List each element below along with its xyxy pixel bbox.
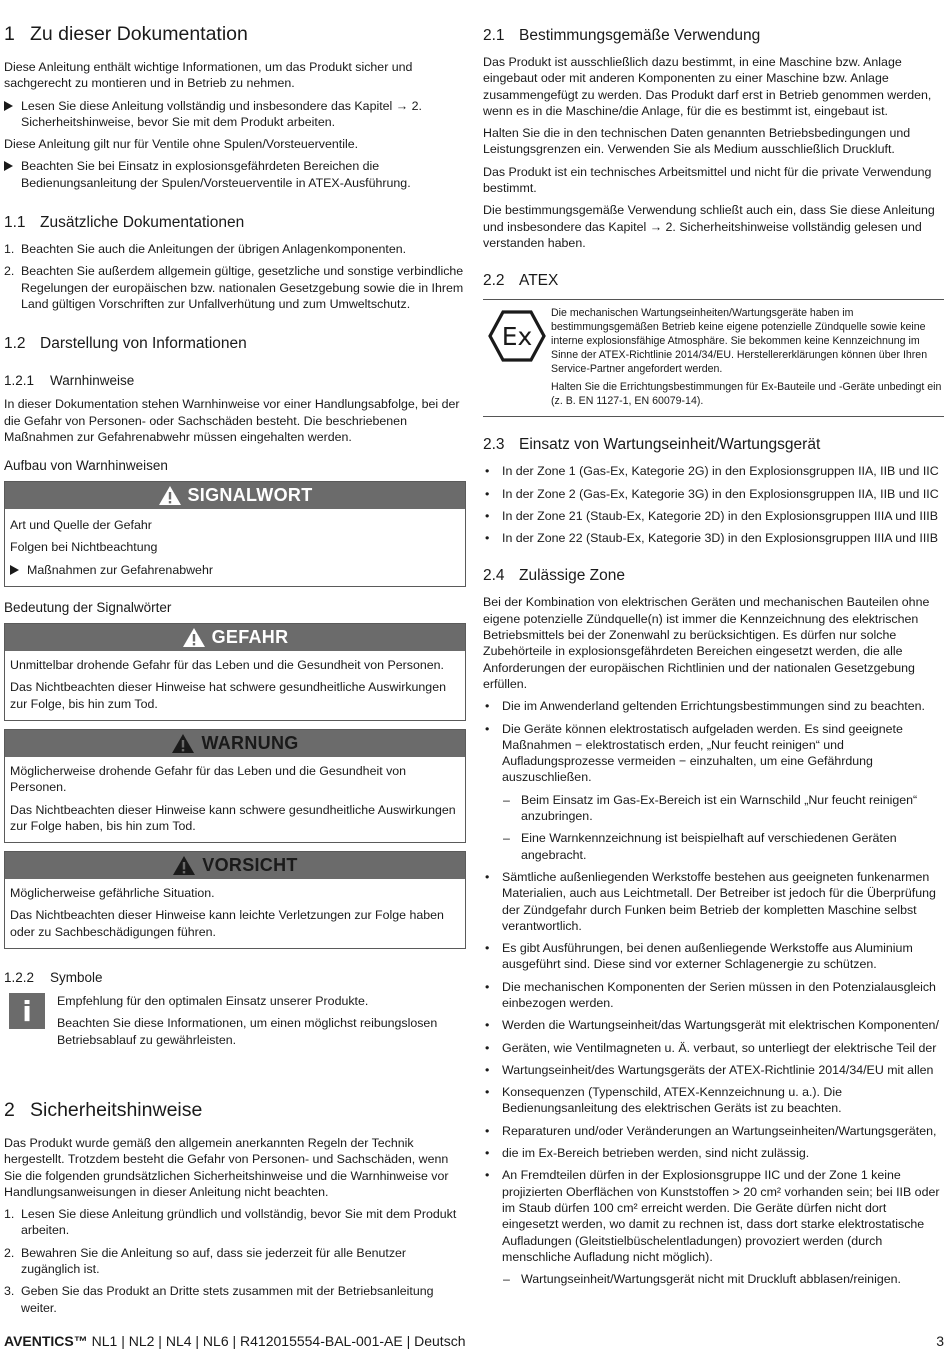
s21-text-1: Das Produkt ist ausschließlich dazu bestimmt, in eine Maschine bzw. Anlage eingebaut oder mit anderen Komponenten zu einer Maschine bzw. Anlage zusammengefügt zu werden. Das Produkt darf erst in Betrieb genommen werden, wenn es in die Maschine/die Anlage, für die es bestimmt ist, eingebaut ist. [483,55,932,118]
s24-dash-1: – Beim Einsatz im Gas-Ex-Bereich ist ein Warnschild „Nur feucht reinigen“ anzubringen. [503,792,918,824]
ex-logo [483,306,551,412]
s24-bullet-9: • Konsequenzen (Typenschild, ATEX-Kennzeichnung u. a.). Die Bedienungsanleitung des elektrischen Geräts ist zu beachten. [485,1085,843,1116]
zone-item-3: • In der Zone 21 (Staub-Ex, Kategorie 2D) in den Explosionsgruppen IIIA und IIIB [485,508,939,523]
info-text-2: Beachten Sie diese Informationen, um einen möglichst reibungslosen Betriebsablauf zu gewährleisten. [57,1016,438,1047]
arrow-icon [4,161,13,171]
s24-dash-3: – Wartungseinheit/Wartungsgerät nicht mit Druckluft abblasen/reinigen. [503,1272,901,1287]
atex-box [483,299,944,417]
signal-massnahmen: Maßnahmen zur Gefahrenabwehr [10,562,460,578]
warnung-text-1: Möglicherweise drohende Gefahr für das Leben und die Gesundheit von Personen. [10,763,407,795]
section-1-2-heading: 1.2 Darstellung von Informationen [4,335,247,353]
s24-intro: Bei der Kombination von elektrischen Geräten und mechanischen Bauteilen ohne eigene potenzielle Zündquelle(n) ist immer die Kennzeichnung des elektrischen Betriebsmittels bei der Zonenwahl zu berücksichtigen. Es dürfen nur solche Zubehörteile in explosionsgefährdeten Bereichen eingesetzt werden, die alle Anforderungen der europäischen Richtlinien und der nationalen Gesetzgebung erfüllen. [483,595,930,691]
atex-text-1: Die mechanischen Wartungseinheiten/Wartungsgeräte haben im bestimmungsgemäßen Betrieb keine eigene potenzielle Zündquelle sowie keine interne explosionsfähige Atmosphäre. Sie bekommen keine Kennzeichnung im Sinne der ATEX-Richtlinie 2014/34/EU. Herstellererklärungen können über Ihren Service-Partner angefordert werden. [551,307,928,376]
section-1-2-2-heading: 1.2.2 Symbole [4,970,103,986]
signalwort-box [4,481,466,587]
s11-item-1: 1. Beachten Sie auch die Anleitungen der übrigen Anlagenkomponenten. [4,242,407,257]
section-1-2-1-heading: 1.2.1 Warnhinweise [4,373,135,389]
vorsicht-box [4,851,466,949]
gefahr-box [4,623,466,721]
atex-text-2: Halten Sie die Errichtungsbestimmungen für Ex-Bauteile und -Geräte unbedingt ein (z. B. EN 1127-1, EN 60079-14). [551,381,942,408]
info-symbol-row [4,993,466,1054]
arrow-icon [4,101,13,111]
zone-item-4: • In der Zone 22 (Staub-Ex, Kategorie 3D) in den Explosionsgruppen IIIA und IIIB [485,531,939,546]
s2-intro: Das Produkt wurde gemäß den allgemein anerkannten Regeln der Technik hergestellt. Trotzdem besteht die Gefahr von Personen- und Sachschäden, wenn Sie die folgenden grundsätzlichen Sicherheitshinweise und die Warnhinweise vor Handlungsanweisungen in dieser Anleitung nicht beachten. [4,1135,449,1199]
s24-bullet-3: • Sämtliche außenliegenden Werkstoffe bestehen aus geeigneten funkenarmen Materialien, auch aus Leichtmetall. Der Betreiber ist jedoch für die Überprüfung der Zündgefahr durch Funken beim Betrieb der kompletten Maschine selbst verantwortlich. [485,869,936,933]
svg-text:Ex: Ex [501,322,533,352]
gefahr-text-2: Das Nichtbeachten dieser Hinweise hat schwere gesundheitliche Auswirkungen zur Folge, bis hin zum Tod. [10,680,446,711]
s21-text-3: Das Produkt ist ein technisches Arbeitsmittel und nicht für die private Verwendung bestimmt. [483,164,932,196]
warnung-header: WARNUNG [5,730,465,757]
section-2-2-heading: 2.2 ATEX [483,272,559,290]
s121-intro: In dieser Dokumentation stehen Warnhinweise vor einer Handlungsabfolge, bei der die Gefahr von Personen- oder Sachschäden besteht. Die beschriebenen Maßnahmen zur Gefahrenabwehr müssen eingehalten werden. [4,397,460,444]
section-2-3-heading: 2.3 Einsatz von Wartungseinheit/Wartungsgerät [483,436,821,454]
s24-bullet-7: • Geräten, wie Ventilmagneten u. Ä. verbaut, so unterliegt der elektrische Teil der [485,1040,937,1055]
s24-bullet-10: • Reparaturen und/oder Veränderungen an Wartungseinheiten/Wartungsgeräten, [485,1123,937,1138]
s24-bullet-5: • Die mechanischen Komponenten der Serien müssen in den Potenzialausgleich einbezogen werden. [485,979,936,1010]
vorsicht-header: VORSICHT [5,852,465,879]
bedeutung-title: Bedeutung der Signalwörter [4,600,172,616]
s24-bullet-1: • Die im Anwenderland geltenden Errichtungsbestimmungen sind zu beachten. [485,699,925,714]
s2-item-3: 3. Geben Sie das Produkt an Dritte stets zusammen mit der Betriebsanleitung weiter. [4,1284,434,1315]
page-number: 3 [936,1333,944,1349]
zone-item-1: • In der Zone 1 (Gas-Ex, Kategorie 2G) in den Explosionsgruppen IIA, IIB und IIC [485,464,939,479]
s11-item-2: 2. Beachten Sie außerdem allgemein gültige, gesetzliche und sonstige verbindliche Regelungen der europäischen bzw. nationalen Gesetzgebung sowie die in Ihrem Land gültigen Vorschriften zur Unfallverhütung und zum Umweltschutz. [4,264,464,311]
warning-triangle-icon [172,855,196,876]
right-column [483,14,944,1293]
arrow-icon [10,565,19,575]
section-2-1-heading: 2.1 Bestimmungsgemäße Verwendung [483,27,761,44]
vorsicht-text-2: Das Nichtbeachten dieser Hinweise kann leichte Verletzungen zur Folge haben oder zu Sachbeschädigungen führen. [10,908,444,939]
section-1-heading: 1 Zu dieser Dokumentation [4,23,248,45]
vorsicht-text-1: Möglicherweise gefährliche Situation. [10,886,215,901]
s24-bullet-8: • Wartungseinheit/des Wartungsgeräts der ATEX-Richtlinie 2014/34/EU mit allen [485,1062,934,1077]
warnung-box [4,729,466,843]
s24-bullet-6: • Werden die Wartungseinheit/das Wartungsgerät mit elektrischen Komponenten/ [485,1018,939,1033]
s21-text-2: Halten Sie die in den technischen Daten genannten Betriebsbedingungen und Leistungsgrenzen ein. Verwenden Sie als Medium ausschließlich Druckluft. [483,126,911,157]
s24-bullet-12: • An Fremdteilen dürfen in der Explosionsgruppe IIC und der Zone 1 keine projizierten Oberflächen von Kunststoffen > 20 cm² vorhanden sein; bei IIB oder im Staub dürfen 100 cm² erreicht werden. Die Geräte dürfen nicht dort eingesetzt werden, wo damit zu rechnen ist, dass dort starke elektrostatische Aufladungen (Gleitstielbüschelentladungen) provoziert werden (durch menschliche Aufladung nicht möglich). [485,1168,940,1264]
warning-triangle-icon [171,733,195,754]
warning-triangle-icon [158,485,182,506]
zone-item-2: • In der Zone 2 (Gas-Ex, Kategorie 3G) in den Explosionsgruppen IIA, IIB und IIC [485,486,939,501]
section-1-1-heading: 1.1 Zusätzliche Dokumentationen [4,214,245,232]
gefahr-text-1: Unmittelbar drohende Gefahr für das Leben und die Gesundheit von Personen. [10,658,444,673]
info-icon: i [9,993,45,1029]
ex-hexagon-icon [488,310,546,362]
s24-dash-2: – Eine Warnkennzeichnung ist beispielhaft auf verschiedenen Geräten angebracht. [503,831,897,862]
s1-intro: Diese Anleitung enthält wichtige Informationen, um das Produkt sicher und sachgerecht zu montieren und in Betrieb zu nehmen. [4,60,413,91]
signal-folgen: Folgen bei Nichtbeachtung [10,540,158,555]
signalwort-header: SIGNALWORT [5,482,465,509]
s1-step-atex: Beachten Sie bei Einsatz in explosionsgefährdeten Bereichen die Bedienungsanleitung der Spulen/Vorsteuerventile in ATEX-Ausführung. [4,158,466,191]
s2-item-1: 1. Lesen Sie diese Anleitung gründlich und vollständig, bevor Sie mit dem Produkt arbeiten. [4,1207,457,1238]
section-2-heading: 2 Sicherheitshinweise [4,1098,203,1121]
s21-text-4: Die bestimmungsgemäße Verwendung schließt auch ein, dass Sie diese Anleitung und insbesondere das Kapitel → 2. Sicherheitshinweise vollständig gelesen und verstanden haben. [483,203,935,250]
footer-doc-info: AVENTICS™ NL1 | NL2 | NL4 | NL6 | R412015554-BAL-001-AE | Deutsch [4,1333,466,1349]
warning-triangle-icon [182,627,206,648]
s24-bullet-4: • Es gibt Ausführungen, bei denen außenliegende Werkstoffe aus Aluminium ausgeführt sind. Diese sind vor externer Schlagenergie zu schützen. [485,941,913,972]
aufbau-title: Aufbau von Warnhinweisen [4,458,168,474]
page-footer [4,1333,944,1349]
s24-bullet-2: • Die Geräte können elektrostatisch aufgeladen werden. Es sind geeignete Maßnahmen − elektrostatisch erden, „Nur feucht reinigen“ und Aufladungsprozesse vermeiden − einzuhalten, um eine Gefährdung auszuschließen. [485,721,903,785]
warnung-text-2: Das Nichtbeachten dieser Hinweise kann schwere gesundheitliche Auswirkungen zur Folge haben, bis hin zum Tod. [10,802,456,833]
s2-item-2: 2. Bewahren Sie die Anleitung so auf, dass sie jederzeit für alle Benutzer zugänglich ist. [4,1245,407,1276]
left-column [4,14,466,1322]
info-text-1: Empfehlung für den optimalen Einsatz unserer Produkte. [57,994,369,1009]
signal-art: Art und Quelle der Gefahr [10,518,152,533]
s1-step-read: Lesen Sie diese Anleitung vollständig und insbesondere das Kapitel → 2. Sicherheitshinweise, bevor Sie mit dem Produkt arbeiten. [4,98,466,131]
s1-validity: Diese Anleitung gilt nur für Ventile ohne Spulen/Vorsteuerventile. [4,137,359,152]
section-2-4-heading: 2.4 Zulässige Zone [483,567,625,585]
gefahr-header: GEFAHR [5,624,465,651]
s24-bullet-11: • die im Ex-Bereich betrieben werden, sind nicht zulässig. [485,1146,810,1161]
